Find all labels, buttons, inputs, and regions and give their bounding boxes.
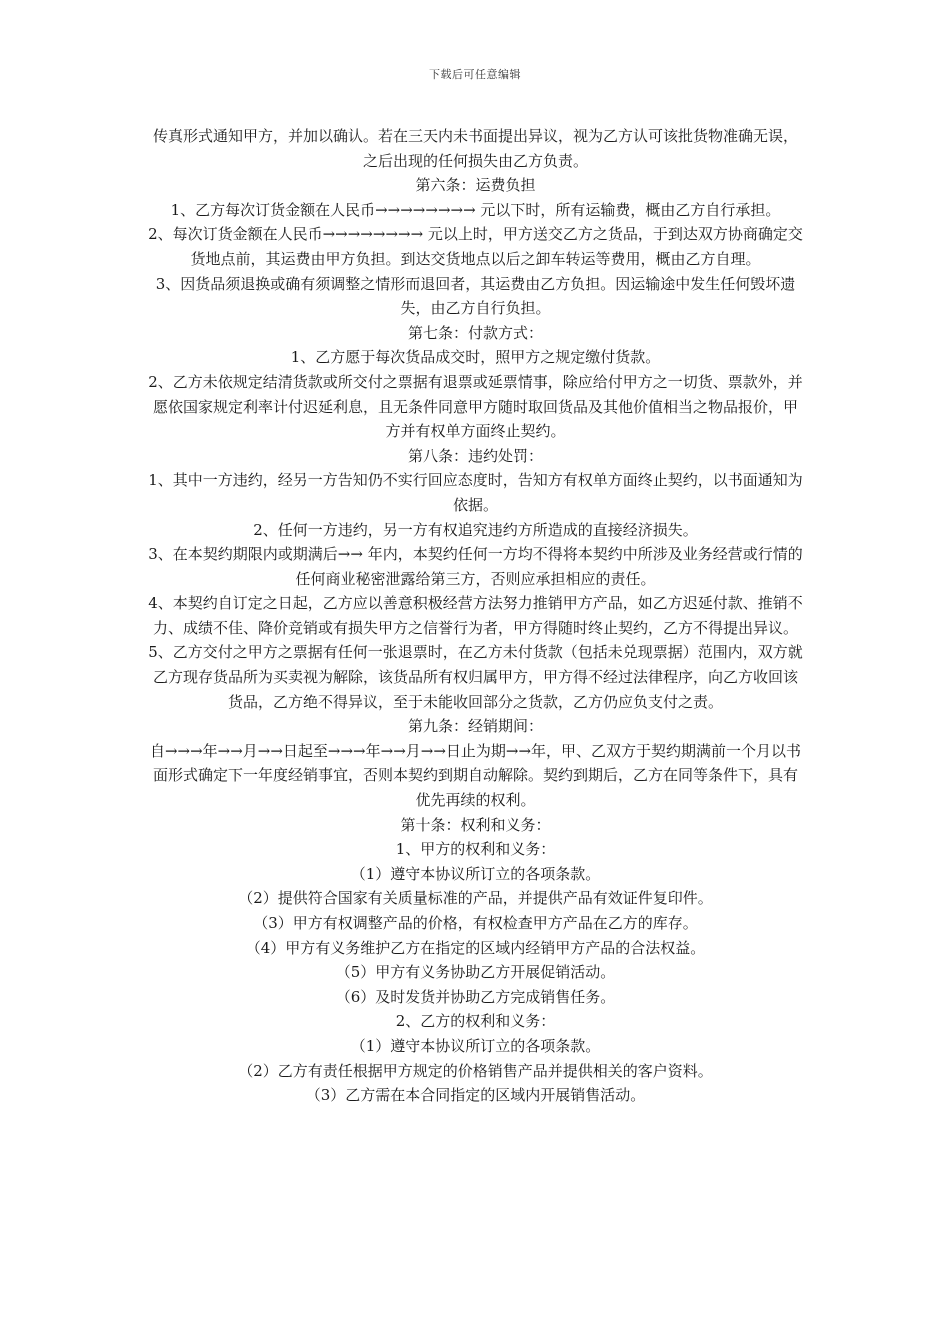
clause-7-1: 1、乙方愿于每次货品成交时，照甲方之规定缴付货款。 <box>290 348 661 367</box>
clause-7-2: 2、乙方未依规定结清货款或所交付之票据有退票或延票情事，除应给付甲方之一切货、票款外，并愿依国家规定利率计付迟延利息，且无条件同意甲方随时取回货品及其他价值相当之物品报价，甲方并有权单方面终止契约。 <box>148 372 803 441</box>
clause-8-2: 2、任何一方违约，另一方有权追究违约方所造成的直接经济损失。 <box>253 520 698 539</box>
clause-8-1: 1、其中一方违约，经另一方告知仍不实行回应态度时，告知方有权单方面终止契约，以书面通知为依据。 <box>148 471 803 514</box>
page-header: 下载后可任意编辑 <box>429 68 521 81</box>
party-a-item-4: （4）甲方有义务维护乙方在指定的区域内经销甲方产品的合法权益。 <box>245 938 706 957</box>
section-heading-article-6: 第六条：运费负担 <box>415 176 536 195</box>
section-heading-article-8: 第八条：违约处罚： <box>407 446 543 465</box>
party-b-item-2: （2）乙方有责任根据甲方规定的价格销售产品并提供相关的客户资料。 <box>238 1061 713 1080</box>
section-heading-article-9: 第九条：经销期间： <box>407 717 543 736</box>
party-a-item-1: （1）遵守本协议所订立的各项条款。 <box>350 864 601 883</box>
party-b-item-3: （3）乙方需在本合同指定的区域内开展销售活动。 <box>305 1086 646 1105</box>
party-a-item-3: （3）甲方有权调整产品的价格，有权检查甲方产品在乙方的库存。 <box>253 914 698 932</box>
party-a-item-6: （6）及时发货并协助乙方完成销售任务。 <box>335 987 616 1006</box>
clause-9: 自→→→年→→月→→日起至→→→年→→月→→日止为期→→年，甲、乙双方于契约期满前一个月以书面形式确定下一年度经销事宜，否则本契约到期自动解除。契约到期后，乙方在同等条件下，具有优先再续的权利。 <box>149 741 802 810</box>
clause-8-3: 3、在本契约期限内或期满后→→ 年内，本契约任何一方均不得将本契约中所涉及业务经营或行情的任何商业秘密泄露给第三方，否则应承担相应的责任。 <box>148 545 803 588</box>
clause-6-1: 1、乙方每次订货金额在人民币→→→→→→→→ 元以下时，所有运输费，概由乙方自行承担。 <box>170 200 781 219</box>
party-a-item-2: （2）提供符合国家有关质量标准的产品，并提供产品有效证件复印件。 <box>238 889 713 908</box>
paragraph-notice-continuation: 传真形式通知甲方，并加以确认。若在三天内未书面提出异议，视为乙方认可该批货物准确无误，之后出现的任何损失由乙方负责。 <box>152 127 798 170</box>
clause-6-3: 3、因货品须退换或确有须调整之情形而退回者，其运费由乙方负担。因运输途中发生任何毁坏遗失，由乙方自行负担。 <box>155 274 796 318</box>
section-heading-article-7: 第七条：付款方式： <box>407 323 543 342</box>
subsection-party-b: 2、乙方的权利和义务： <box>395 1012 556 1031</box>
document-body <box>148 124 803 1108</box>
clause-6-2: 2、每次订货金额在人民币→→→→→→→→ 元以上时，甲方送交乙方之货品，于到达双方协商确定交货地点前，其运费由甲方负担。到达交货地点以后之卸车转运等费用，概由乙方自理。 <box>148 225 803 268</box>
clause-8-4: 4、本契约自订定之日起，乙方应以善意积极经营方法努力推销甲方产品，如乙方迟延付款、推销不力、成绩不佳、降价竞销或有损失甲方之信誉行为者，甲方得随时终止契约，乙方不得提出异议。 <box>148 594 803 637</box>
subsection-party-a: 1、甲方的权利和义务： <box>395 840 556 859</box>
party-a-item-5: （5）甲方有义务协助乙方开展促销活动。 <box>335 963 616 982</box>
section-heading-article-10: 第十条：权利和义务： <box>400 815 551 834</box>
party-b-item-1: （1）遵守本协议所订立的各项条款。 <box>350 1036 601 1055</box>
clause-8-5: 5、乙方交付之甲方之票据有任何一张退票时，在乙方未付货款（包括未兑现票据）范围内，双方就乙方现存货品所为买卖视为解除，该货品所有权归属甲方，甲方得不经过法律程序，向乙方收回该货品，乙方绝不得异议，至于未能收回部分之货款，乙方仍应负支付之责。 <box>148 643 803 711</box>
